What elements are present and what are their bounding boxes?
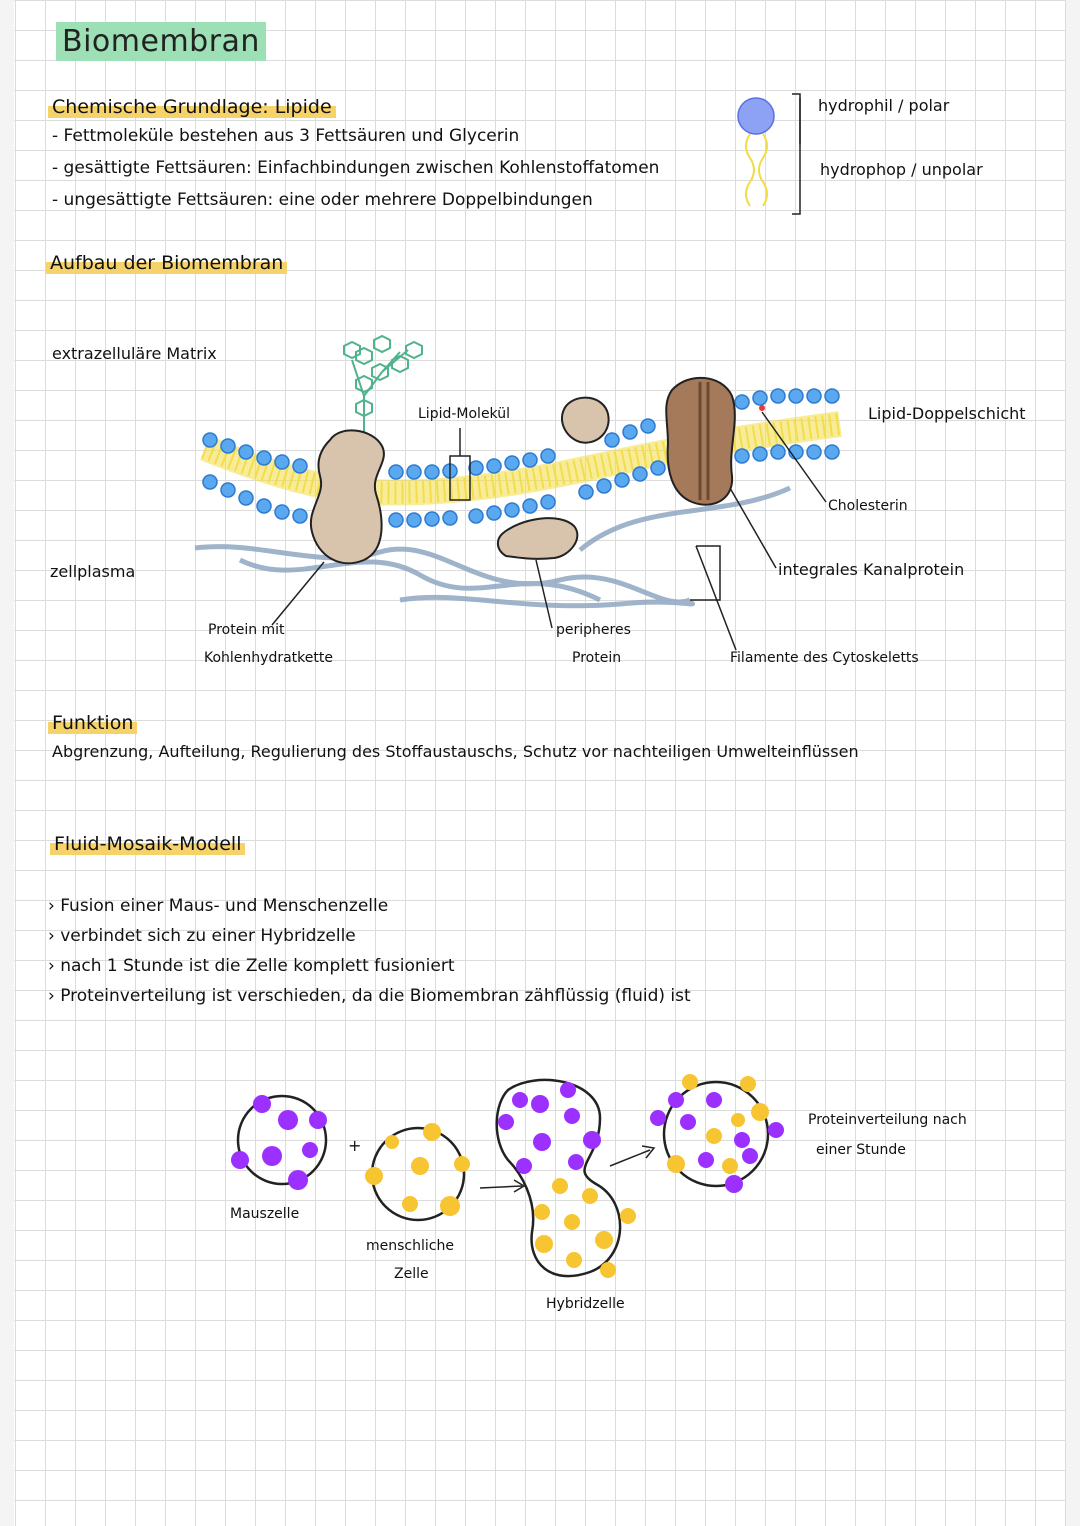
plus-sign: + [348,1136,362,1155]
section-heading-lipide: Chemische Grundlage: Lipide [48,96,336,118]
peripheral-protein-bottom [498,518,577,559]
label-hybridzelle: Hybridzelle [546,1296,625,1312]
label-protein-kh-2: Kohlenhydratkette [204,650,333,666]
mouse-cell [238,1096,326,1184]
glycoprotein [311,430,384,563]
text-line: - ungesättigte Fettsäuren: eine oder mehrere Doppelbindungen [52,190,593,210]
label-mauszelle: Mauszelle [230,1206,300,1222]
section-heading-funktion: Funktion [48,712,137,734]
label-extrazellulaere-matrix: extrazelluläre Matrix [52,344,217,363]
peripheral-protein-top [562,398,609,443]
label-menschliche: menschliche [366,1238,454,1254]
legend-hydrophil: hydrophil / polar [818,96,950,115]
label-lipid-doppelschicht: Lipid-Doppelschicht [868,404,1026,423]
label-protein-kh-1: Protein mit [208,622,285,638]
section-heading-fluid-mosaik: Fluid-Mosaik-Modell [50,833,245,855]
phospholipid-icon [738,94,800,214]
label-peripher-1: peripheres [556,622,631,638]
lipid-bilayer [203,389,840,527]
section-heading-aufbau: Aufbau der Biomembran [46,252,287,274]
page-title: Biomembran [56,22,266,61]
funktion-text: Abgrenzung, Aufteilung, Regulierung des Stoffaustauschs, Schutz vor nachteiligen Umwelteinflüssen [52,742,859,761]
label-filamente: Filamente des Cytoskeletts [730,650,919,666]
carbohydrate-chain [344,336,422,432]
bullet-item: › verbindet sich zu einer Hybridzelle [48,926,356,946]
bullet-item: › Proteinverteilung ist verschieden, da die Biomembran zähflüssig (fluid) ist [48,986,691,1006]
legend-hydrophob: hydrophop / unpolar [820,160,983,179]
text-line: - gesättigte Fettsäuren: Einfachbindungen zwischen Kohlenstoffatomen [52,158,660,178]
label-cholesterin: Cholesterin [828,498,908,514]
label-peripher-2: Protein [572,650,622,666]
label-kanalprotein: integrales Kanalprotein [778,560,965,579]
cell-fusion [231,1074,784,1278]
label-lipid-molekuel: Lipid-Molekül [418,406,510,422]
bullet-item: › nach 1 Stunde ist die Zelle komplett fusioniert [48,956,455,976]
label-nach-stunde-2: einer Stunde [816,1142,906,1158]
label-zellplasma: zellplasma [50,562,136,581]
label-nach-stunde-1: Proteinverteilung nach [808,1112,967,1128]
label-zelle: Zelle [394,1266,429,1282]
cholesterol-dot [759,405,765,411]
text-line: - Fettmoleküle bestehen aus 3 Fettsäuren und Glycerin [52,126,520,146]
bullet-item: › Fusion einer Maus- und Menschenzelle [48,896,389,916]
